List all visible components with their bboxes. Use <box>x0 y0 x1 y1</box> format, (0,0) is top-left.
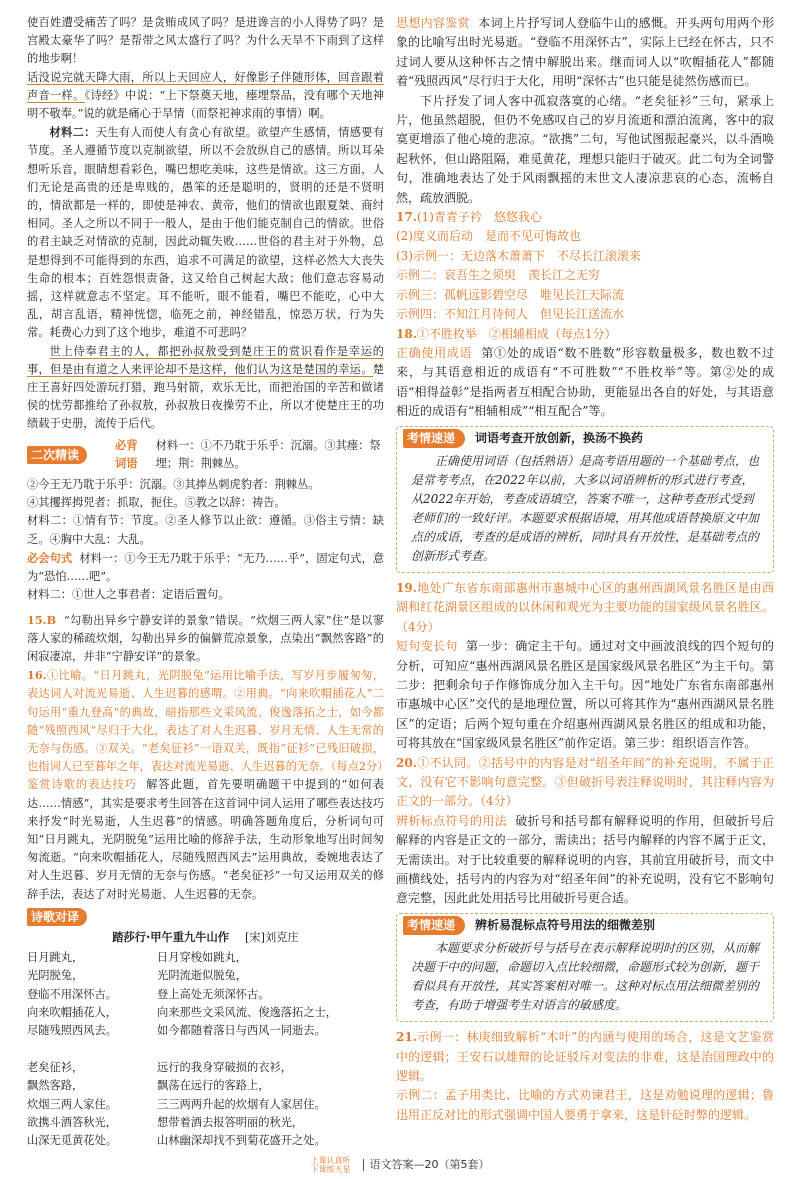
poem-label: 诗歌对译 <box>27 908 87 926</box>
intro-quote: 《诗经》中说：“上下祭奠天地，瘗埋祭品，没有哪个天地神明不敬奉。”说的就是痛心于旱情（而祭祀神求雨的事情）啊。 <box>27 88 384 121</box>
q17-line-6: 示例四：不知江月待何人 但见长江送流水 <box>396 307 625 322</box>
material2-label: 材料二： <box>49 125 96 140</box>
q17-line-2: (2)度义而后动 是而不见可悔故也 <box>396 229 581 244</box>
q16-method <box>27 776 384 903</box>
poem-original-line: 飘然客路， <box>27 1079 84 1093</box>
exam-tip-title-2: 辨析易混标点符号用法的细微差别 <box>475 917 656 932</box>
poem-original-line: 日月跳丸， <box>27 951 84 965</box>
material2-para <box>27 123 384 342</box>
exam-tip-box-1 <box>396 426 774 573</box>
vocab-line-2: ②今王无乃耽于乐乎：沉溺。③其捧丛刺虎豹者：荆棘丛。 <box>27 478 320 492</box>
exam-tip-badge-2: 考情速递 <box>403 916 465 935</box>
q15-answer <box>27 611 384 667</box>
q17-line-4: 示例二：哀吾生之须臾 羡长江之无穷 <box>396 268 601 283</box>
poem-translation-line: 远行的我身穿破损的衣衫， <box>157 1061 293 1075</box>
q20-tag: 辨析标点符号的用法 <box>396 813 507 828</box>
q18-explanation <box>396 344 774 422</box>
exam-tip-head-2 <box>403 916 765 935</box>
poem-original-line <box>27 1040 135 1059</box>
footer-logo <box>311 1156 351 1174</box>
q19-answer <box>396 579 774 637</box>
last-para-underlined: 世上侍奉君主的人，都把孙叔敖受到楚庄王的赏识看作是幸运的事，但是由有道之人来评论却不是这样，他们认为这是楚国的幸运。 <box>27 344 384 376</box>
q19-explanation <box>396 637 774 753</box>
q16-text: ①比喻。“日月跳丸，光阴脱兔”运用比喻手法，写岁月步履匆匆，表达词人对流光易逝、人生迟暮的感喟。②用典。“向来吹帽插花人”二句运用“重九登高”的典故，暗指那些文采风流、俊逸落拓之士，如今都随“残照西风”尽归于大化，表达了对人生迟暮、岁月无情、人生无常的无奈与伤感。③双关。“老矣征衫”一语双关，既指“征衫”已残旧破损，也指词人已至暮年之年，表达对流光易逝、人生迟暮的无奈。（每点2分） <box>27 669 389 774</box>
reading-label: 二次精读 <box>27 446 87 464</box>
footer-logo-line-2: 下课练天星 <box>310 1165 351 1174</box>
exam-tip-title-1: 词语考查开放创新，换汤不换药 <box>475 430 644 445</box>
poem-original-line: 向来吹帽插花人， <box>27 1005 118 1019</box>
poem-translation-grid <box>27 949 384 1150</box>
left-column <box>27 14 389 1150</box>
q16-method-text: 解答此题，首先要明确题干中提到的“如何表达……情感”，其实是要求考生回答在这首词中词人运用了哪些表达技巧来抒发“时光易逝，人生迟暮”的情感。明确答题角度后，分析词句可知“日月跳丸，光阴脱兔”运用比喻的修辞手法，生动形象地写出时间匆匆流逝。“向来吹帽插花人，尽随残照西风去”运用典故，委婉地表达了对人生迟暮、岁月无情的无奈与伤感。“老矣征衫”一句又运用双关的修辞手法，表达了对时光易逝、人生迟暮的无奈。 <box>27 778 384 901</box>
poem-translation-line: 日月穿梭如跳丸， <box>157 951 248 965</box>
q19-text: 地处广东省东南部惠州市惠城中心区的惠州西湖风景名胜区是由西湖和红花湖景区组成的以休闲和观光为主要功能的国家级风景名胜区。（4分） <box>396 580 774 634</box>
q21-number: 21. <box>396 1030 417 1045</box>
idea-text-1: 本词上片抒写词人登临牛山的感慨。开头两句用两个形象的比喻写出时光易逝。“登临不用深怀古”，实际上已经在怀古，只不过词人要从这种怀古之情中解脱出来。继而词人以“吹帽插花人”都随着“残照西风”尽行归于大化，用明“深怀古”也只能是徒然伤感而已。 <box>396 16 774 89</box>
q20-number: 20. <box>396 755 417 770</box>
must-sentence-line <box>27 549 384 586</box>
q21-answer-2: 示例二：孟子用类比、比喻的方式劝谏君王，这是劝勉说理的逻辑；鲁迅用正反对比的形式强调中国人要勇于拿来，这是针砭时弊的逻辑。 <box>396 1088 774 1122</box>
poem-translation-line: 三三两两升起的炊烟有人家居住。 <box>157 1097 326 1111</box>
footer-page-label: 语文答案—20（第5套） <box>369 1158 490 1171</box>
poem-original-line: 登临不用深怀古。 <box>27 987 118 1001</box>
page-footer <box>0 1156 800 1174</box>
q18-tag: 正确使用成语 <box>396 345 473 360</box>
intro-underlined-text: 话没说完就天降大雨，所以上天回应人，好像影子伴随形体，回音跟着声音一样。 <box>27 70 384 102</box>
vocab-line-4: 材料二：①情有节：节度。②圣人修节以止欲：遵循。③俗主亏情：缺乏。④胸中大乱：大乱。 <box>27 514 384 546</box>
idea-tag: 思想内容鉴赏 <box>396 16 470 30</box>
q17-line-5: 示例三：孤帆远影碧空尽 唯见长江天际流 <box>396 287 625 302</box>
poem-author: [宋]刘克庄 <box>245 930 299 944</box>
poem-original-line: 尽随残照西风去。 <box>27 1023 118 1037</box>
q17-line-3: (3)示例一：无边落木萧萧下 不尽长江滚滚来 <box>396 248 641 263</box>
must-words-title: 必背词语 <box>115 438 138 470</box>
q18-text: ①不胜枚举 ②相辅相成（每点1分） <box>416 326 617 341</box>
poem-translation-line: 登上高处无须深怀古。 <box>157 987 270 1001</box>
q16-number: 16. <box>27 668 47 683</box>
q17-number: 17. <box>396 210 417 225</box>
idea-para-2: 下片抒发了词人客中孤寂落寞的心绪。“老矣征衫”三句，紧承上片，他虽然超脱，但仍不免感叹自己的岁月流逝和漂泊流离，客中的寂寞更增添了他心境的悲凉。“欲携”二句，写他试图振起豪兴，以斗酒唤起秋怀，但山路阻隔，难觅黄花，理想只能归于破灭。此二句为全词警句，准确地表达了处于风雨飘摇的末世文人凄凉悲哀的心态，流畅自然，疏放洒脱。 <box>396 93 774 205</box>
q15-number: 15.B <box>27 612 57 627</box>
poem-translation-line: 想带着酒去报答明丽的秋光， <box>157 1115 304 1129</box>
idea-para-1 <box>396 14 774 92</box>
poem-translation-line: 如今都随着落日与西风一同逝去。 <box>157 1023 326 1037</box>
q16-method-tag: 鉴赏诗歌的表达技巧 <box>27 778 137 792</box>
exam-tip-body-2: 本题要求分析破折号与括号在表示解释说明时的区别，从而解决题干中的问题，命题切入点比较细微，命题形式较为创新，题干看似具有开放性，其实答案相对唯一。这种对标点用法细微差别的考查，有助于增强考生对语言的敏感度。 <box>411 941 760 1013</box>
q16-answer <box>27 666 389 776</box>
poem-translation-line: 飘荡在远行的客路上， <box>157 1079 270 1093</box>
sentence-line-1: 材料一：①今王无乃耽于乐乎：“无乃……乎”，固定句式，意为“恐怕……吧”。 <box>27 551 384 584</box>
q20-explanation <box>396 812 774 909</box>
q18-expl-text: 第①处的成语“数不胜数”形容数量极多，数也数不过来，与其语意相近的成语有“不可胜数”“不胜枚举”等。第②处的成语“相得益彰”是指两者互相配合协助，更能显出各自的好处，与其语意相近的成语有“相辅相成”“相互配合”等。 <box>396 345 774 419</box>
must-sentence-title: 必会句式 <box>27 550 73 565</box>
last-para-rest: 楚庄王喜好四处游玩打猎，跑马射箭，欢乐无比，而把治国的辛苦和做诸侯的忧劳都推给了孙叔敖，孙叔敖日夜操劳不止，所以才使楚庄王的功绩载于史册，流传于后代。 <box>27 362 384 431</box>
footer-logo-line-1: 上课认真听 <box>310 1156 351 1165</box>
exam-tip-head-1 <box>403 429 765 448</box>
last-para <box>27 343 384 434</box>
poem-original-line: 光阴脱兔， <box>27 969 84 983</box>
poem-section-header <box>27 908 384 926</box>
q15-text: “勾勒出异乡宁静安详的景象”错误。“炊烟三两人家”住”是以寥落人家的稀疏炊烟，勾勒出异乡的偏僻荒凉景象，点染出“飘然客路”的闲寂凄凉，并非“宁静安详”的景象。 <box>27 613 385 663</box>
poem-original-line: 山深无觅黄花处。 <box>27 1133 118 1147</box>
poem-translation-line: 向来那些文采风流、俊逸落拓之士， <box>157 1005 338 1019</box>
q20-answer <box>396 754 774 812</box>
q21-text-1: 示例一：林庚细致解析“木叶”的内涵与使用的场合，这是文艺鉴赏中的逻辑；王安石以雄辩的论证驳斥对变法的非难，这是治国理政中的逻辑。 <box>396 1030 774 1084</box>
reading-section-header <box>27 437 384 473</box>
poem-translation-line: 光阴流逝似脱兔， <box>157 969 248 983</box>
q19-number: 19. <box>396 580 417 595</box>
sentence-line-2: 材料二：①世人之事君者：定语后置句。 <box>27 588 230 602</box>
poem-translation-line <box>157 1040 384 1059</box>
q19-expl-text: 第一步：确定主干句。通过对文中画波浪线的四个短句的分析，可知应“惠州西湖风景名胜区是国家级风景名胜区”为主干句。第二步：把剩余句子作修饰成分加入主干句。因“地处广东省东南部惠州市惠城中心区”交代的是地理位置，所以可将其作为“惠州西湖风景名胜区”的定语；后两个短句重在介绍惠州西湖风景名胜区的组成和功能，可将其放在“国家级风景名胜区”前作定语。第三步：组织语言作答。 <box>396 639 774 751</box>
poem-title: 踏莎行·甲午重九牛山作 <box>112 930 229 944</box>
poem-heading <box>27 929 384 947</box>
poem-translation-line: 山林幽深却找不到菊花盛开之处。 <box>157 1133 326 1147</box>
q17-ans-1: (1)青青子衿 悠悠我心 <box>416 210 542 225</box>
q18-number: 18. <box>396 326 417 341</box>
intro-underlined <box>27 69 384 124</box>
q20-text: ①不认同。②括号中的内容是对“绍圣年间”的补充说明，不属于正文，没有它不影响句意完整。③但破折号表注释说明时，其注释内容为正文的一部分。（4分） <box>396 755 774 809</box>
right-column <box>396 14 774 1125</box>
material2-text: 天生有人而使人有贪心有欲望。欲望产生感情，情感要有节度。圣人遵循节度以克制欲望，所以不会放纵自己的感情。所以耳朵想听乐音，眼睛想看彩色，嘴巴想吃美味，这些是情欲。这三方面，人们无论是高贵的还是卑贱的，愚笨的还是聪明的，贤明的还是不贤明的，情欲都是一样的，即使是神农、黄帝，他们的情欲也跟夏桀、商纣相同。圣人之所以不同于一般人，是由于他们能克制自己的情欲。世俗的君主缺乏对情欲的克制，因此动辄失败……世俗的君主对于外物，总是想得到不可能得到的东西，追求不可满足的欲望，这样必然大大丧失生命的根本；百姓怨恨责备，这又给自己树起大敌；他们意志容易动摇，这样就意志不坚定。耳不能听，眼不能看，嘴巴不能吃，心中大乱，胡言乱语，精神恍惚，临死之前，神经错乱，惊恐万状，行为失常。耗费心力到了这个地步，难道不可悲吗？ <box>27 126 384 340</box>
q20-expl-text: 破折号和括号都有解释说明的作用，但破折号后解释的内容是正文的一部分，需读出；括号内解释的内容不属于正文，无需读出。对于比较重要的解释说明的内容，其前宜用破折号，而文中画横线处，括号内的内容为对“绍圣年间”的补充说明，没有它不影响句意完整，因此此处用括号比用破折号更合适。 <box>396 813 774 906</box>
vocab-line-3: ④其攫挥拇兕者：抓取，扼住。⑤教之以辞：祷告。 <box>27 496 286 510</box>
q21-answer-1 <box>396 1028 774 1086</box>
exam-tip-box-2 <box>396 913 774 1022</box>
poem-original-line: 炊烟三两人家住。 <box>27 1097 118 1111</box>
poem-original-line: 老矣征衫， <box>27 1061 84 1075</box>
q19-tag: 短句变长句 <box>396 639 458 654</box>
intro-text: 使百姓遭受痛苦了吗？是贪贿成风了吗？是进谗言的小人得势了吗？是宫殿太豪华了吗？是帮带之风太盛行了吗？为什么天旱不下雨到了这样的地步啊！ <box>27 16 384 66</box>
q18-answer <box>396 325 774 344</box>
footer-separator <box>363 1159 364 1171</box>
vocab-intro: 材料一：①不乃耽于乐乎：沉溺。③其瘗：祭埋；荆：荆棘丛。 <box>155 438 381 470</box>
q17-line-1 <box>396 208 774 227</box>
poem-original-line: 欲携斗酒答秋光， <box>27 1115 118 1129</box>
exam-tip-badge-1: 考情速递 <box>403 429 465 448</box>
exam-tip-body-1: 正确使用词语（包括熟语）是高考语用题的一个基础考点，也是常考考点，在2022年以前，大多以词语辨析的形式进行考查，从2022年开始，考查成语填空，答案不唯一，这种考查形式受到老师们的一致好评。本题要求根据语境，用其他成语替换原文中加点的成语，考查的是成语的辨析，同时具有开放性，是基础考点的创新形式考查。 <box>411 453 760 563</box>
